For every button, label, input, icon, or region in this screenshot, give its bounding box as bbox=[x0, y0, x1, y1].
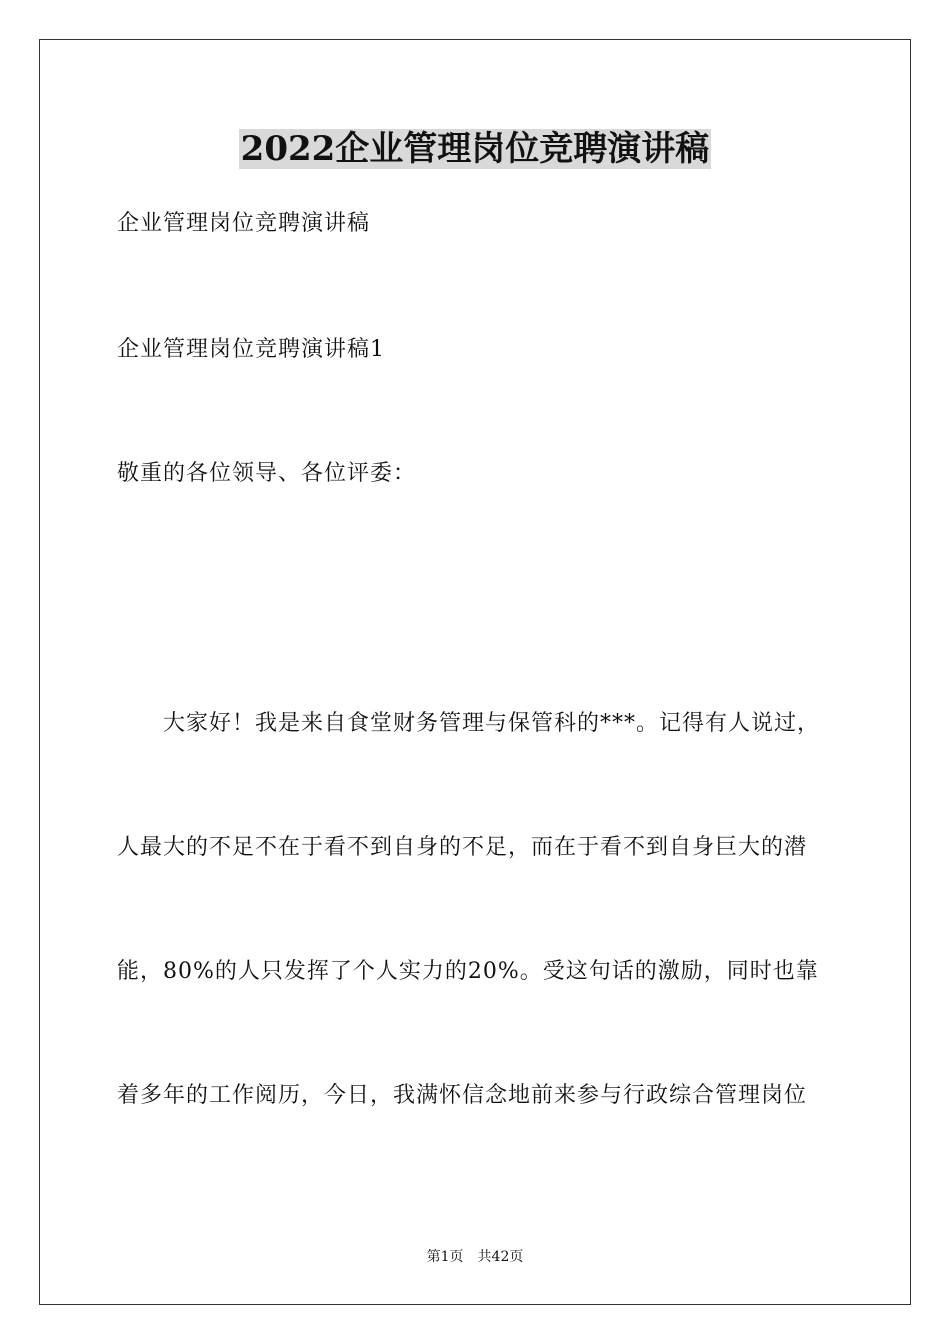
paragraph-body-line: 人最大的不足不在于看不到自身的不足，而在于看不到自身巨大的潜 bbox=[117, 835, 808, 860]
paragraph-salutation: 敬重的各位领导、各位评委： bbox=[117, 461, 417, 486]
paragraph-heading-1: 企业管理岗位竞聘演讲稿1 bbox=[117, 337, 385, 362]
page-number-footer: 第1页 共42页 bbox=[426, 1249, 524, 1265]
document-title-text: 2022企业管理岗位竞聘演讲稿 bbox=[240, 129, 710, 169]
document-title bbox=[0, 126, 950, 172]
paragraph-body-line: 着多年的工作阅历，今日，我满怀信念地前来参与行政综合管理岗位 bbox=[117, 1083, 808, 1108]
paragraph-subtitle: 企业管理岗位竞聘演讲稿 bbox=[117, 211, 371, 236]
paragraph-body-line: 大家好！我是来自食堂财务管理与保管科的***。记得有人说过， bbox=[117, 711, 821, 736]
paragraph-body-line: 能，80%的人只发挥了个人实力的20%。受这句话的激励，同时也靠 bbox=[117, 959, 819, 984]
